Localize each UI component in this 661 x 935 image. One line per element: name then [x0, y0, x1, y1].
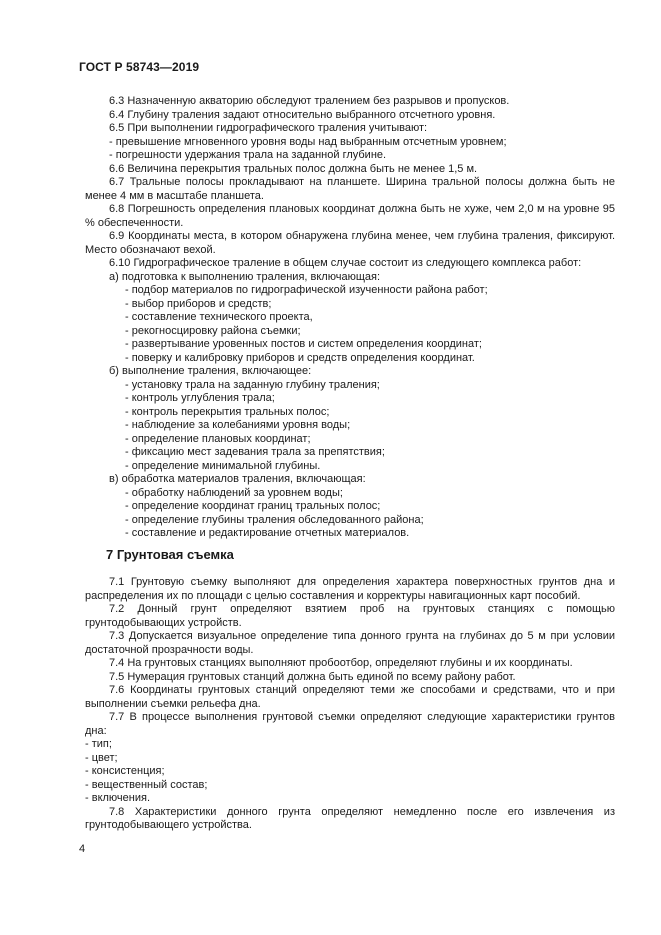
paragraph-7-3: 7.3 Допускается визуальное определение типа донного грунта на глубинах до 5 м при условии достаточной прозрачности воды.: [85, 630, 615, 656]
paragraph-7-7: 7.7 В процессе выполнения грунтовой съемки определяют следующие характеристики грунтов дна:: [85, 711, 615, 737]
list-item: - подбор материалов по гидрографической изученности района работ;: [125, 284, 488, 296]
paragraph-7-2: 7.2 Донный грунт определяют взятием проб на грунтовых станциях с помощью грунтодобывающих устройств.: [85, 603, 615, 629]
section-7-title: 7 Грунтовая съемка: [106, 547, 234, 562]
group-a-label: а) подготовка к выполнению траления, включающая:: [109, 270, 381, 283]
list-item: - вещественный состав;: [85, 778, 208, 791]
list-item: - тип;: [85, 738, 112, 750]
section-6-body: [85, 95, 615, 541]
list-item: - обработку наблюдений за уровнем воды;: [125, 486, 343, 499]
document-header: ГОСТ Р 58743—2019: [79, 60, 200, 74]
list-item: - определение глубины траления обследованного района;: [125, 513, 424, 526]
list-item: - фиксацию мест задевания трала за препятствия;: [125, 446, 385, 458]
list-item: - цвет;: [85, 751, 118, 764]
list-item: - консистенция;: [85, 765, 165, 777]
list-item: - установку трала на заданную глубину траления;: [125, 378, 380, 391]
page-number: 4: [79, 843, 86, 855]
list-item: - погрешности удержания трала на заданной глубине.: [109, 149, 387, 161]
paragraph-6-4: 6.4 Глубину траления задают относительно выбранного отсчетного уровня.: [109, 108, 496, 121]
paragraph-6-8: 6.8 Погрешность определения плановых координат должна быть не хуже, чем 2,0 м на уровне 95 % обеспеченности.: [85, 203, 615, 229]
list-item: - включения.: [85, 792, 151, 804]
paragraph-7-1: 7.1 Грунтовую съемку выполняют для определения характера поверхностных грунтов дна и распределения их по площади с целью составления и корректуры навигационных карт пособий.: [85, 576, 615, 602]
list-item: - контроль перекрытия тральных полос;: [125, 405, 330, 418]
group-c-label: в) обработка материалов траления, включающая:: [109, 473, 366, 485]
paragraph-6-5: 6.5 При выполнении гидрографического траления учитывают:: [109, 122, 428, 134]
list-item: - выбор приборов и средств;: [125, 297, 272, 310]
paragraph-7-4: 7.4 На грунтовых станциях выполняют пробоотбор, определяют глубины и их координаты.: [109, 657, 573, 669]
paragraph-6-10: 6.10 Гидрографическое траление в общем случае состоит из следующего комплекса работ:: [109, 257, 582, 269]
list-item: - поверку и калибровку приборов и средств определения координат.: [125, 351, 475, 364]
paragraph-6-3: 6.3 Назначенную акваторию обследуют тралением без разрывов и пропусков.: [109, 95, 510, 107]
list-item: - определение плановых координат;: [125, 432, 311, 445]
list-item: - превышение мгновенного уровня воды над выбранным отсчетным уровнем;: [109, 135, 507, 148]
list-item: - составление технического проекта,: [125, 311, 313, 323]
paragraph-6-9: 6.9 Координаты места, в котором обнаружена глубина менее, чем глубина траления, фиксируют. Место обозначают вехой.: [85, 230, 615, 256]
list-item: - рекогносцировку района съемки;: [125, 324, 301, 337]
section-7-body: [85, 576, 615, 833]
list-item: - контроль углубления трала;: [125, 392, 275, 404]
paragraph-6-7: 6.7 Тральные полосы прокладывают на планшете. Ширина тральной полосы должна быть не менее 4 мм в масштабе планшета.: [85, 176, 615, 202]
list-item: - определение координат границ тральных полос;: [125, 500, 381, 512]
paragraph-6-6: 6.6 Величина перекрытия тральных полос должна быть не менее 1,5 м.: [109, 162, 478, 175]
list-item: - наблюдение за колебаниями уровня воды;: [125, 419, 351, 431]
paragraph-7-8: 7.8 Характеристики донного грунта определяют немедленно после его извлечения из грунтодобывающего устройства.: [85, 805, 615, 831]
list-item: - составление и редактирование отчетных материалов.: [125, 527, 410, 539]
group-b-label: б) выполнение траления, включающее:: [109, 365, 312, 377]
list-item: - определение минимальной глубины.: [125, 459, 321, 472]
list-item: - развертывание уровенных постов и систем определения координат;: [125, 338, 482, 350]
paragraph-7-5: 7.5 Нумерация грунтовых станций должна быть единой по всему району работ.: [109, 670, 516, 683]
paragraph-7-6: 7.6 Координаты грунтовых станций определяют теми же способами и средствами, что и при выполнении съемки рельефа дна.: [85, 684, 615, 710]
